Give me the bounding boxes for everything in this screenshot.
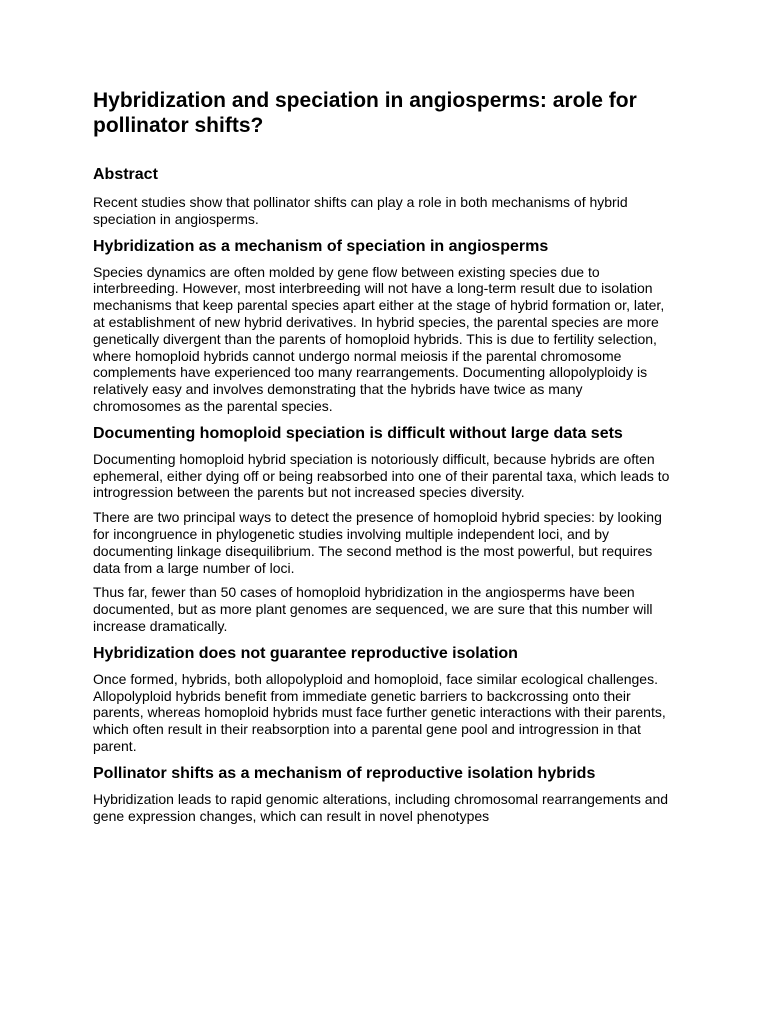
section-reproductive-isolation — [93, 644, 673, 755]
section-heading: Hybridization as a mechanism of speciation in angiosperms — [93, 237, 549, 255]
document-title: Hybridization and speciation in angiosperms: arole for pollinator shifts? — [93, 89, 637, 137]
paragraph: Once formed, hybrids, both allopolyploid and homoploid, face similar ecological challenges. Allopolyploid hybrids benefit from immediate genetic barriers to backcrossing onto their parents, whereas homoploid hybrids must face further genetic interactions with their parents, which often result in their reabsorption into a parental gene pool and introgression in that parent. — [93, 670, 666, 754]
document-page — [93, 88, 673, 824]
abstract-heading: Abstract — [93, 166, 158, 183]
section-hybridization-mechanism — [93, 237, 673, 415]
paragraph: Documenting homoploid hybrid speciation is notoriously difficult, because hybrids are often ephemeral, either dying off or being reabsorbed into one of their parental taxa, which leads to introgression between the parents but not increased species diversity. — [93, 450, 670, 501]
section-heading: Hybridization does not guarantee reproductive isolation — [93, 644, 518, 662]
section-pollinator-shifts — [93, 764, 673, 825]
paragraph: Species dynamics are often molded by gene flow between existing species due to interbreeding. However, most interbreeding will not have a long-term result due to isolation mechanisms that keep parental species apart either at the stage of hybrid formation or, later, at establishment of new hybrid derivatives. In hybrid species, the parental species are more genetically divergent than the parents of homoploid hybrids. This is due to fertility selection, where homoploid hybrids cannot undergo normal meiosis if the parental chromosome complements have experienced too many rearrangements. Documenting allopolyploidy is relatively easy and involves demonstrating that the hybrids have twice as many chromosomes as the parental species. — [93, 263, 665, 414]
abstract-text: Recent studies show that pollinator shifts can play a role in both mechanisms of hybrid speciation in angiosperms. — [93, 194, 628, 227]
paragraph: Hybridization leads to rapid genomic alterations, including chromosomal rearrangements and gene expression changes, which can result in novel phenotypes — [93, 790, 669, 824]
paragraph: Thus far, fewer than 50 cases of homoploid hybridization in the angiosperms have been documented, but as more plant genomes are sequenced, we are sure that this number will increase dramatically. — [93, 584, 653, 634]
section-homoploid-documentation — [93, 424, 673, 635]
section-heading: Pollinator shifts as a mechanism of reproductive isolation hybrids — [93, 764, 596, 782]
paragraph: There are two principal ways to detect the presence of homoploid hybrid species: by looking for incongruence in phylogenetic studies involving multiple independent loci, and by documenting linkage disequilibrium. The second method is the most powerful, but requires data from a large number of loci. — [93, 509, 662, 576]
section-heading: Documenting homoploid speciation is difficult without large data sets — [93, 424, 623, 442]
